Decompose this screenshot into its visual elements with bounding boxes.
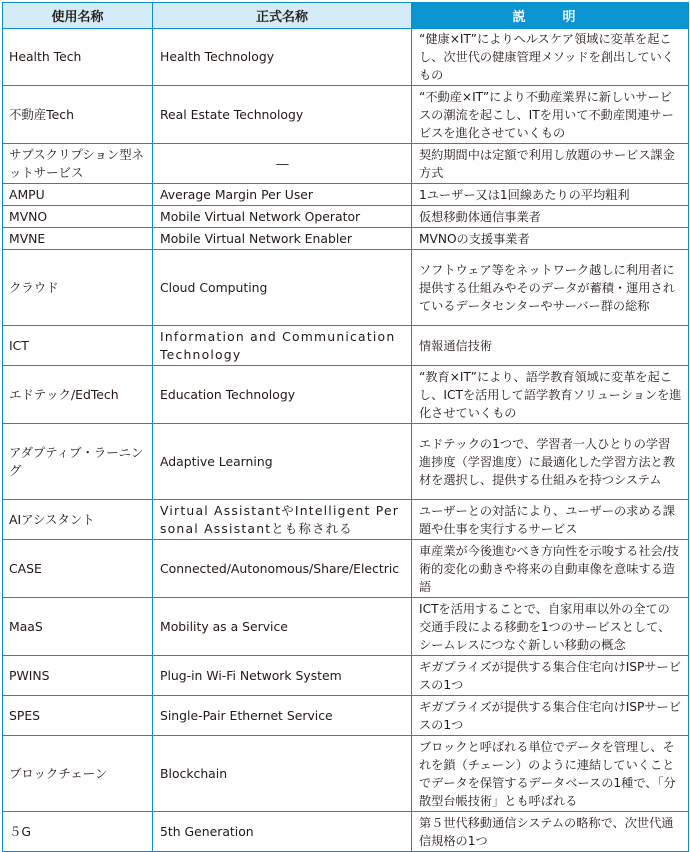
usage-name-cell: クラウド: [3, 250, 153, 326]
table-header-row: [3, 3, 689, 29]
table-row: [3, 736, 689, 812]
description-cell: MVNOの支援事業者: [412, 228, 689, 250]
description-cell: 契約期間中は定額で利用し放題のサービス課金方式: [412, 144, 689, 184]
official-name-cell: Mobile Virtual Network Operator: [153, 206, 412, 228]
glossary-table: [2, 2, 689, 852]
official-name-cell: Connected/Autonomous/Share/Electric: [153, 540, 412, 598]
usage-name-cell: Health Tech: [3, 29, 153, 86]
official-name-cell: ―: [153, 144, 412, 184]
table-row: [3, 424, 689, 500]
official-name-cell: 5th Generation: [153, 812, 412, 852]
usage-name-cell: MVNE: [3, 228, 153, 250]
usage-name-cell: サブスクリプション型ネットサービス: [3, 144, 153, 184]
description-cell: ギガプライズが提供する集合住宅向けISPサービスの1つ: [412, 656, 689, 696]
official-name-cell: Information and Communication Technology: [153, 326, 412, 366]
official-name-cell: Plug-in Wi-Fi Network System: [153, 656, 412, 696]
description-cell: “教育×IT”により、語学教育領域に変革を起こし、ICTを活用して語学教育ソリューションを進化させていくもの: [412, 366, 689, 424]
usage-name-cell: CASE: [3, 540, 153, 598]
description-cell: ソフトウェア等をネットワーク越しに利用者に提供する仕組みやそのデータが蓄積・運用されているデータセンターやサーバー群の総称: [412, 250, 689, 326]
column-header-official-name: 正式名称: [153, 3, 412, 29]
description-cell: “不動産×IT”により不動産業界に新しいサービスの潮流を起こし、ITを用いて不動産関連サービスを進化させていくもの: [412, 86, 689, 144]
table-row: [3, 656, 689, 696]
official-name-cell: Blockchain: [153, 736, 412, 812]
official-name-cell: Mobile Virtual Network Enabler: [153, 228, 412, 250]
table-row: [3, 184, 689, 206]
usage-name-cell: MaaS: [3, 598, 153, 656]
official-name-cell: Cloud Computing: [153, 250, 412, 326]
description-cell: 車産業が今後進むべき方向性を示唆する社会/技術的変化の動きや将来の自動車像を意味する造語: [412, 540, 689, 598]
description-cell: ブロックと呼ばれる単位でデータを管理し、それを鎖（チェーン）のように連結していくことでデータを保管するデータベースの1種で、「分散型台帳技術」とも呼ばれる: [412, 736, 689, 812]
table-row: [3, 598, 689, 656]
usage-name-cell: PWINS: [3, 656, 153, 696]
description-cell: “健康×IT”によりヘルスケア領域に変革を起こし、次世代の健康管理メソッドを創出していくもの: [412, 29, 689, 86]
table-row: [3, 696, 689, 736]
table-row: [3, 86, 689, 144]
description-cell: 仮想移動体通信事業者: [412, 206, 689, 228]
usage-name-cell: ５G: [3, 812, 153, 852]
usage-name-cell: SPES: [3, 696, 153, 736]
official-name-cell: Real Estate Technology: [153, 86, 412, 144]
table-row: [3, 144, 689, 184]
usage-name-cell: エドテック/EdTech: [3, 366, 153, 424]
table-row: [3, 326, 689, 366]
description-cell: ICTを活用することで、自家用車以外の全ての交通手段による移動を1つのサービスとして、シームレスにつなぐ新しい移動の概念: [412, 598, 689, 656]
official-name-cell: Mobility as a Service: [153, 598, 412, 656]
description-cell: 第５世代移動通信システムの略称で、次世代通信規格の1つ: [412, 812, 689, 852]
table-row: [3, 366, 689, 424]
usage-name-cell: ICT: [3, 326, 153, 366]
table-row: [3, 540, 689, 598]
column-header-usage-name: 使用名称: [3, 3, 153, 29]
column-header-description: 説 明: [412, 3, 689, 29]
description-cell: 情報通信技術: [412, 326, 689, 366]
usage-name-cell: AIアシスタント: [3, 500, 153, 540]
usage-name-cell: AMPU: [3, 184, 153, 206]
description-cell: ユーザーとの対話により、ユーザーの求める課題や仕事を実行するサービス: [412, 500, 689, 540]
table-row: [3, 206, 689, 228]
description-cell: ギガプライズが提供する集合住宅向けISPサービスの1つ: [412, 696, 689, 736]
official-name-cell: Virtual AssistantやIntelligent Personal Assistantとも称される: [153, 500, 412, 540]
official-name-cell: Health Technology: [153, 29, 412, 86]
table-row: [3, 250, 689, 326]
usage-name-cell: ブロックチェーン: [3, 736, 153, 812]
table-row: [3, 29, 689, 86]
official-name-cell: Adaptive Learning: [153, 424, 412, 500]
description-cell: エドテックの1つで、学習者一人ひとりの学習進捗度（学習進度）に最適化した学習方法と教材を選択し、提供する仕組みを持つシステム: [412, 424, 689, 500]
table-row: [3, 812, 689, 852]
official-name-cell: Single-Pair Ethernet Service: [153, 696, 412, 736]
official-name-cell: Average Margin Per User: [153, 184, 412, 206]
table-row: [3, 500, 689, 540]
official-name-cell: Education Technology: [153, 366, 412, 424]
description-cell: 1ユーザー又は1回線あたりの平均粗利: [412, 184, 689, 206]
table-row: [3, 228, 689, 250]
usage-name-cell: MVNO: [3, 206, 153, 228]
usage-name-cell: アダプティブ・ラーニング: [3, 424, 153, 500]
usage-name-cell: 不動産Tech: [3, 86, 153, 144]
